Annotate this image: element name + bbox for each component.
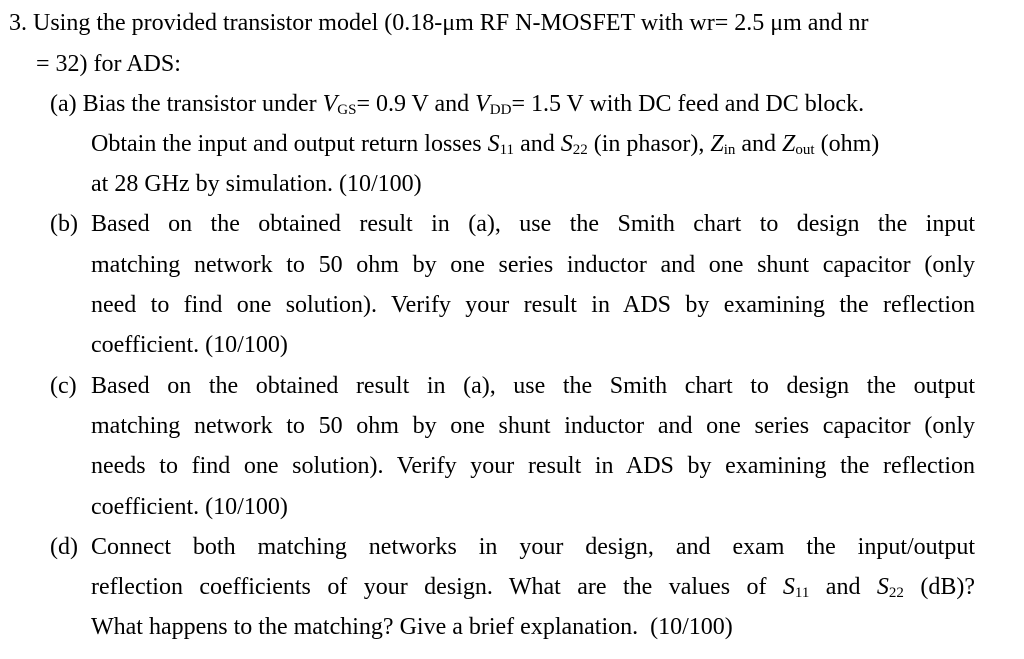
part-b-label: (b) <box>50 211 78 237</box>
question-number: 3. <box>9 10 27 36</box>
part-a-label: (a) <box>50 91 77 117</box>
part-b-line-1: (b) Based on the obtained result in (a), use the Smith chart to design the input <box>50 204 975 244</box>
question-intro-text: Using the provided transistor model (0.18-μm RF N-MOSFET with wr= 2.5 μm and nr <box>33 10 869 36</box>
question-intro-line-1 <box>9 3 868 43</box>
part-c-line-3: needs to find one solution). Verify your result in ADS by examining the reflection <box>91 453 975 479</box>
part-a-line-2: Obtain the input and output return losses $S_{11}$ and $S_{22}$ (in phasor), $Z_{in}$ and $Z_{out}$ (ohm) <box>91 131 880 158</box>
part-c-label: (c) <box>50 373 77 399</box>
part-c-line-2: matching network to 50 ohm by one shunt inductor and one series capacitor (only <box>91 413 975 439</box>
part-b-line-2: matching network to 50 ohm by one series inductor and one shunt capacitor (only <box>91 252 975 278</box>
part-d-line-1: (d) Connect both matching networks in your design, and exam the input/output <box>50 527 975 567</box>
part-d-line-3: What happens to the matching? Give a brief explanation. (10/100) <box>91 614 733 640</box>
part-d-line-2: reflection coefficients of your design. What are the values of $S_{11}$ and $S_{22}$ (dB)? <box>91 574 975 601</box>
part-b-line-4: coefficient. (10/100) <box>91 332 288 358</box>
part-b-line-3: need to find one solution). Verify your result in ADS by examining the reflection <box>91 292 975 318</box>
part-d-label: (d) <box>50 534 78 560</box>
question-intro-line-2: = 32) for ADS: <box>36 51 181 77</box>
part-c-line-4: coefficient. (10/100) <box>91 494 288 520</box>
part-a-line-3: at 28 GHz by simulation. (10/100) <box>91 171 422 197</box>
part-c-line-1: (c) Based on the obtained result in (a), use the Smith chart to design the output <box>50 366 975 406</box>
part-a-line-1: (a) Bias the transistor under $V_{GS}= 0.9$ V and $V_{DD}= 1.5$ V with DC feed and DC block. <box>50 91 865 118</box>
